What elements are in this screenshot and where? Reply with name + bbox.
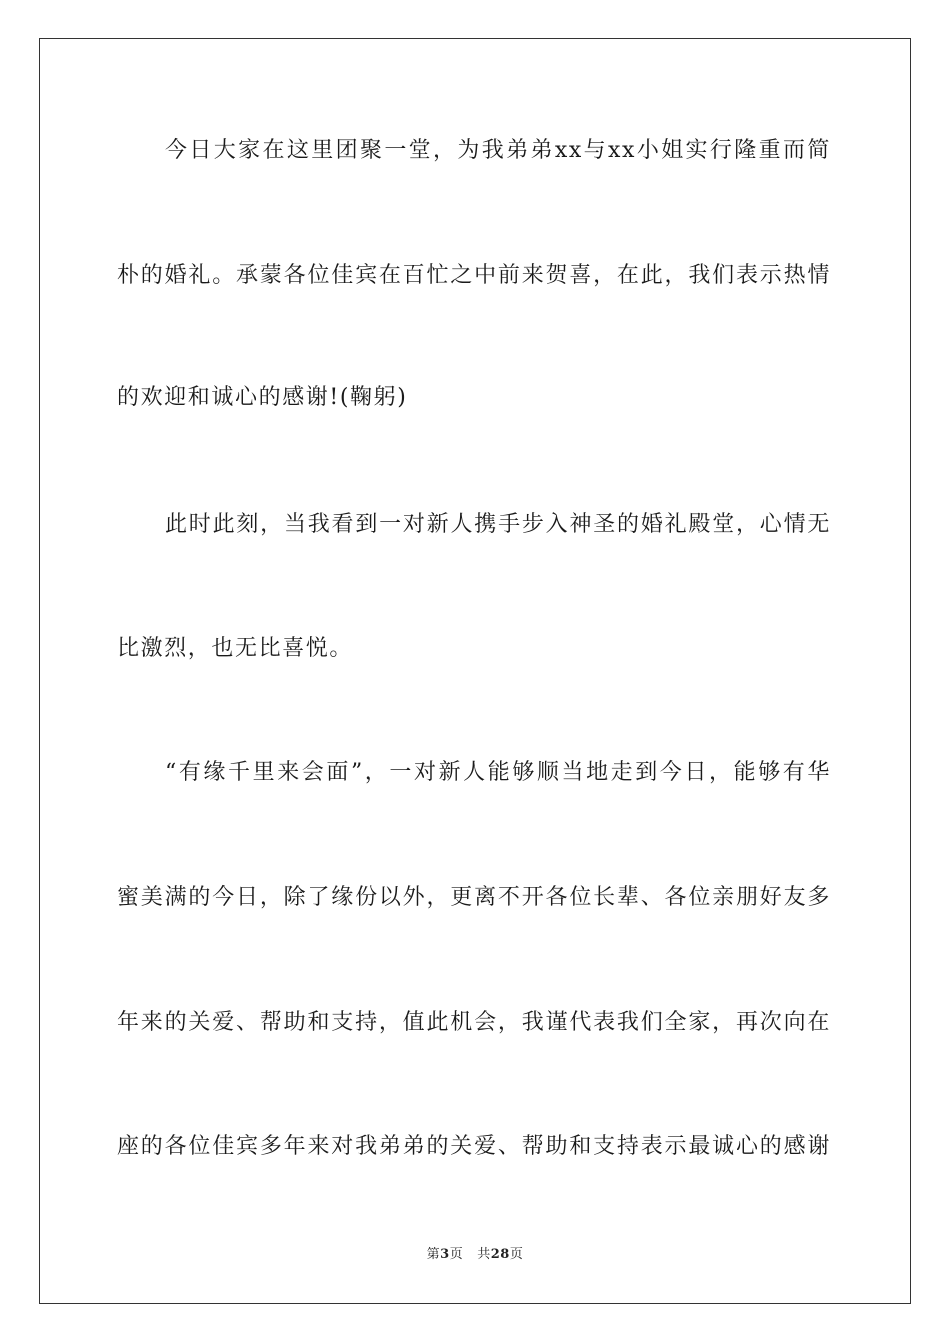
total-page-count: 28 bbox=[490, 1247, 510, 1262]
paragraph-1-line-3: 的欢迎和诚心的感谢!(鞠躬) bbox=[117, 385, 408, 410]
page-prefix: 第 bbox=[426, 1247, 441, 1262]
total-prefix: 共 bbox=[477, 1247, 491, 1262]
current-page-number: 3 bbox=[440, 1247, 450, 1262]
paragraph-2-line-1: 此时此刻，当我看到一对新人携手步入神圣的婚礼殿堂，心情无 bbox=[165, 512, 831, 537]
paragraph-1-line-2: 朴的婚礼。承蒙各位佳宾在百忙之中前来贺喜，在此，我们表示热情 bbox=[117, 263, 831, 288]
paragraph-2-line-2: 比激烈，也无比喜悦。 bbox=[117, 636, 354, 661]
paragraph-1-line-1: 今日大家在这里团聚一堂，为我弟弟xx与xx小姐实行隆重而简 bbox=[165, 138, 831, 163]
paragraph-3-line-3: 年来的关爱、帮助和支持，值此机会，我谨代表我们全家，再次向在 bbox=[117, 1010, 831, 1035]
total-suffix: 页 bbox=[509, 1247, 524, 1262]
page-border bbox=[39, 38, 911, 1304]
page-suffix: 页 bbox=[449, 1247, 464, 1262]
paragraph-3-line-1: “有缘千里来会面”，一对新人能够顺当地走到今日，能够有华 bbox=[165, 760, 831, 785]
paragraph-3-line-2: 蜜美满的今日，除了缘份以外，更离不开各位长辈、各位亲朋好友多 bbox=[117, 885, 831, 910]
page-footer bbox=[0, 1246, 950, 1264]
paragraph-3-line-4: 座的各位佳宾多年来对我弟弟的关爱、帮助和支持表示最诚心的感谢 bbox=[117, 1134, 831, 1159]
